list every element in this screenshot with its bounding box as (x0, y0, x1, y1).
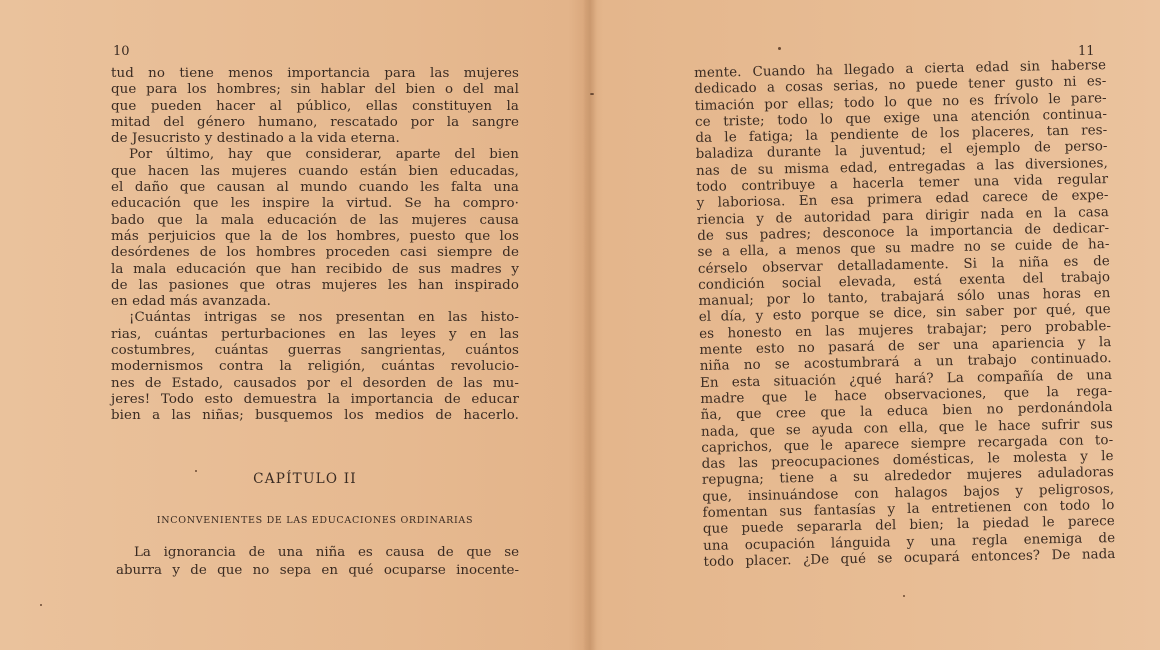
book-fold (583, 0, 597, 650)
text-line: niña no se acostumbrará a un trabajo continuado. (699, 351, 1112, 375)
text-line: da le fatiga; la pendiente de los placeres, tan res- (695, 123, 1108, 147)
text-line: timación por ellas; todo lo que no es frívolo le pare- (694, 90, 1107, 114)
text-line: cérselo observar detalladamente. Si la niña es de (697, 253, 1110, 277)
paper-speck (195, 470, 197, 472)
text-line: madre que le hace observaciones, que la rega- (700, 383, 1113, 407)
text-line: En esta situación ¿qué hará? La compañía de una (699, 367, 1113, 391)
paper-speck (903, 595, 905, 597)
left-body-text (111, 66, 519, 425)
text-line: una ocupación lánguida y una regla enemiga de (703, 530, 1116, 554)
chapter-subtitle: INCONVENIENTES DE LAS EDUCACIONES ORDINARIAS (156, 515, 474, 526)
text-line: que pueden hacer al público, ellas constituyen la (111, 98, 519, 114)
text-line: dedicado a cosas serias, no puede tener gusto ni es- (694, 74, 1107, 98)
text-line: de sus padres; desconoce la importancia de dedicar- (697, 221, 1110, 244)
text-line: rias, cuántas perturbaciones en las leyes y en las (111, 326, 519, 342)
text-line: nada, que se ayuda con ella, que le hace sufrir sus (700, 416, 1114, 440)
text-line: todo placer. ¿De qué se ocupará entonces? De nada (703, 546, 1116, 570)
text-line: fomentan sus fantasías y la entretienen con todo lo (702, 498, 1115, 521)
text-line: bien a las niñas; busquemos los medios de hacerlo. (111, 408, 519, 424)
text-line: Por último, hay que considerar, aparte del bien (129, 147, 519, 163)
text-line: todo contribuye a hacerla temer una vida regular (696, 172, 1109, 196)
text-line: ña, que cree que la educa bien no perdonándola (700, 400, 1113, 424)
text-line: mente esto no pasará de ser una apariencia y la (699, 335, 1112, 358)
text-line: de Jesucristo y destinado a la vida eterna. (111, 131, 400, 147)
text-line: riencia y de autoridad para dirigir nada en la casa (696, 204, 1110, 228)
text-line: que para los hombres; sin hablar del bien o del mal (111, 82, 519, 98)
text-line: más perjuicios que la de los hombres, puesto que los (111, 228, 519, 244)
text-line: el daño que causan al mundo cuando les falta una (111, 180, 519, 196)
text-line: caprichos, que le aparece siempre recargada con to- (701, 432, 1114, 456)
text-line: modernismos contra la religión, cuántas revolucio- (111, 359, 519, 375)
right-body-text (694, 58, 1116, 571)
text-line: ¡Cuántas intrigas se nos presentan en las histo- (129, 310, 519, 326)
text-line: tud no tiene menos importancia para las mujeres (111, 66, 519, 81)
chapter-title: CAPÍTULO II (253, 471, 357, 487)
text-line: desórdenes de los hombres proceden casi siempre de (111, 245, 519, 261)
text-line: en edad más avanzada. (111, 294, 272, 310)
text-line: mente. Cuando ha llegado a cierta edad sin haberse (694, 58, 1107, 81)
text-line: jeres! Todo esto demuestra la importancia de educar (111, 391, 519, 407)
text-line: condición social elevada, está exenta del trabajo (698, 269, 1111, 293)
text-line: es honesto en las mujeres trabajar; pero probable- (699, 318, 1112, 342)
page-number-left: 10 (113, 44, 130, 59)
text-line: que puede separarla del bien; la piedad le parece (702, 514, 1115, 538)
text-line: que hacen las mujeres cuando están bien educadas, (111, 163, 519, 179)
text-line: que, insinuándose con halagos bajos y peligrosos, (702, 481, 1115, 505)
text-line: ce triste; todo lo que exige una atención continua- (694, 106, 1108, 130)
chapter-opening (116, 544, 519, 580)
paper-speck (40, 604, 42, 606)
text-line: La ignorancia de una niña es causa de que se (134, 545, 519, 560)
text-line: das las preocupaciones domésticas, le molesta y le (701, 449, 1114, 473)
text-line: costumbres, cuántas guerras sangrientas, cuántos (111, 343, 519, 359)
text-line: la mala educación que han recibido de sus madres y (111, 261, 519, 277)
paper-speck (778, 47, 781, 50)
text-line: aburra y de que no sepa en qué ocuparse inocente- (116, 563, 519, 578)
text-line: el día, y esto porque se dice, sin saber por qué, que (698, 302, 1111, 326)
text-line: bado que la mala educación de las mujeres causa (111, 212, 519, 228)
paper-speck (590, 93, 594, 95)
text-line: educación que les inspire la virtud. Se ha compro· (111, 196, 519, 212)
right-page (598, 0, 1160, 650)
text-line: manual; por lo tanto, trabajará sólo unas horas en (698, 286, 1111, 310)
text-line: y laboriosa. En esa primera edad carece de expe- (696, 188, 1109, 212)
text-line: mitad del género humano, rescatado por la sangre (111, 114, 519, 130)
text-line: nas de su misma edad, entregadas a las diversiones, (695, 155, 1109, 179)
text-line: baladiza durante la juventud; el ejemplo de perso- (695, 139, 1108, 163)
page-number-right: 11 (1078, 44, 1095, 59)
text-line: se a ella, a menos que su madre no se cuide de ha- (697, 237, 1110, 261)
text-line: nes de Estado, causados por el desorden de las mu- (111, 375, 519, 391)
text-line: de las pasiones que otras mujeres les han inspirado (111, 277, 519, 293)
text-line: repugna; tiene a su alrededor mujeres aduladoras (701, 465, 1115, 489)
